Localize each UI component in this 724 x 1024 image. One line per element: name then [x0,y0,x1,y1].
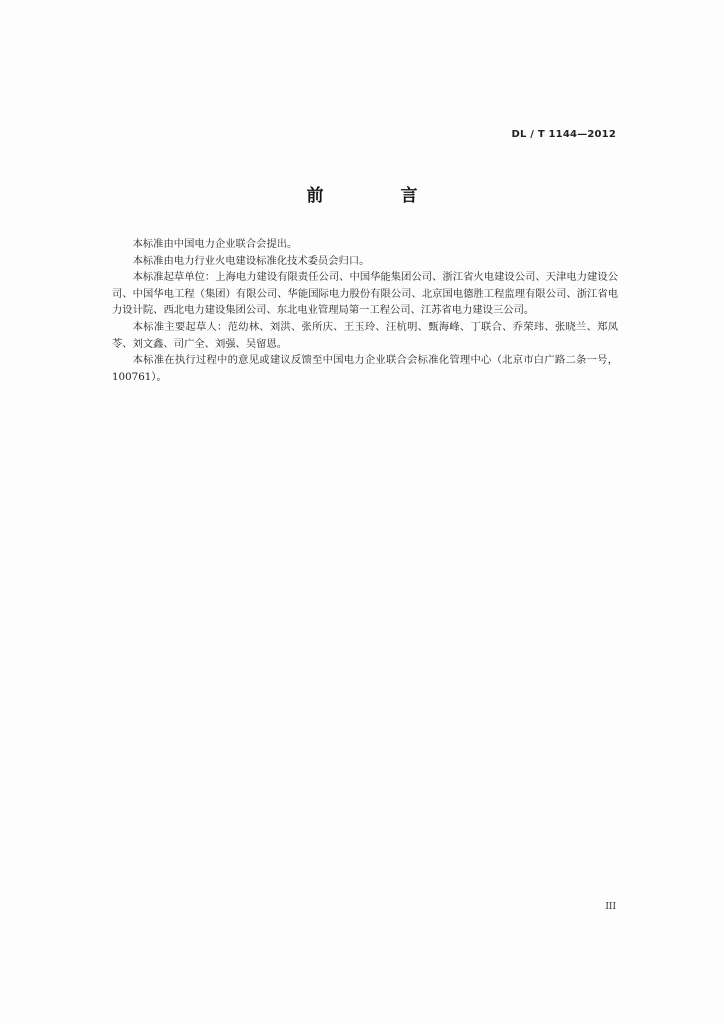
paragraph-drafters: 本标准主要起草人：范幼林、刘洪、张所庆、王玉玲、汪杭明、甄海峰、丁联合、乔荣玮、张晓兰、郑凤苓、刘文鑫、司广全、刘强、吴留恩。 [112,320,618,350]
paragraph-feedback: 本标准在执行过程中的意见或建议反馈至中国电力企业联合会标准化管理中心（北京市白广路二条一号，100761）。 [112,354,618,383]
paragraph-drafting-units: 本标准起草单位：上海电力建设有限责任公司、中国华能集团公司、浙江省火电建设公司、天津电力建设公司、中国华电工程（集团）有限公司、华能国际电力股份有限公司、北京国电德胜工程监理有限公司、浙江省电力设计院、西北电力建设集团公司、东北电业管理局第一工程公司、江苏省电力建设三公司。 [112,271,618,317]
preface-body [112,236,618,385]
paragraph-proposer: 本标准由中国电力企业联合会提出。 [132,238,298,250]
standard-code: DL / T 1144—2012 [511,129,616,140]
page-number: III [605,902,616,912]
paragraph-committee: 本标准由电力行业火电建设标准化技术委员会归口。 [132,254,370,267]
page-title: 前 言 [306,186,448,206]
